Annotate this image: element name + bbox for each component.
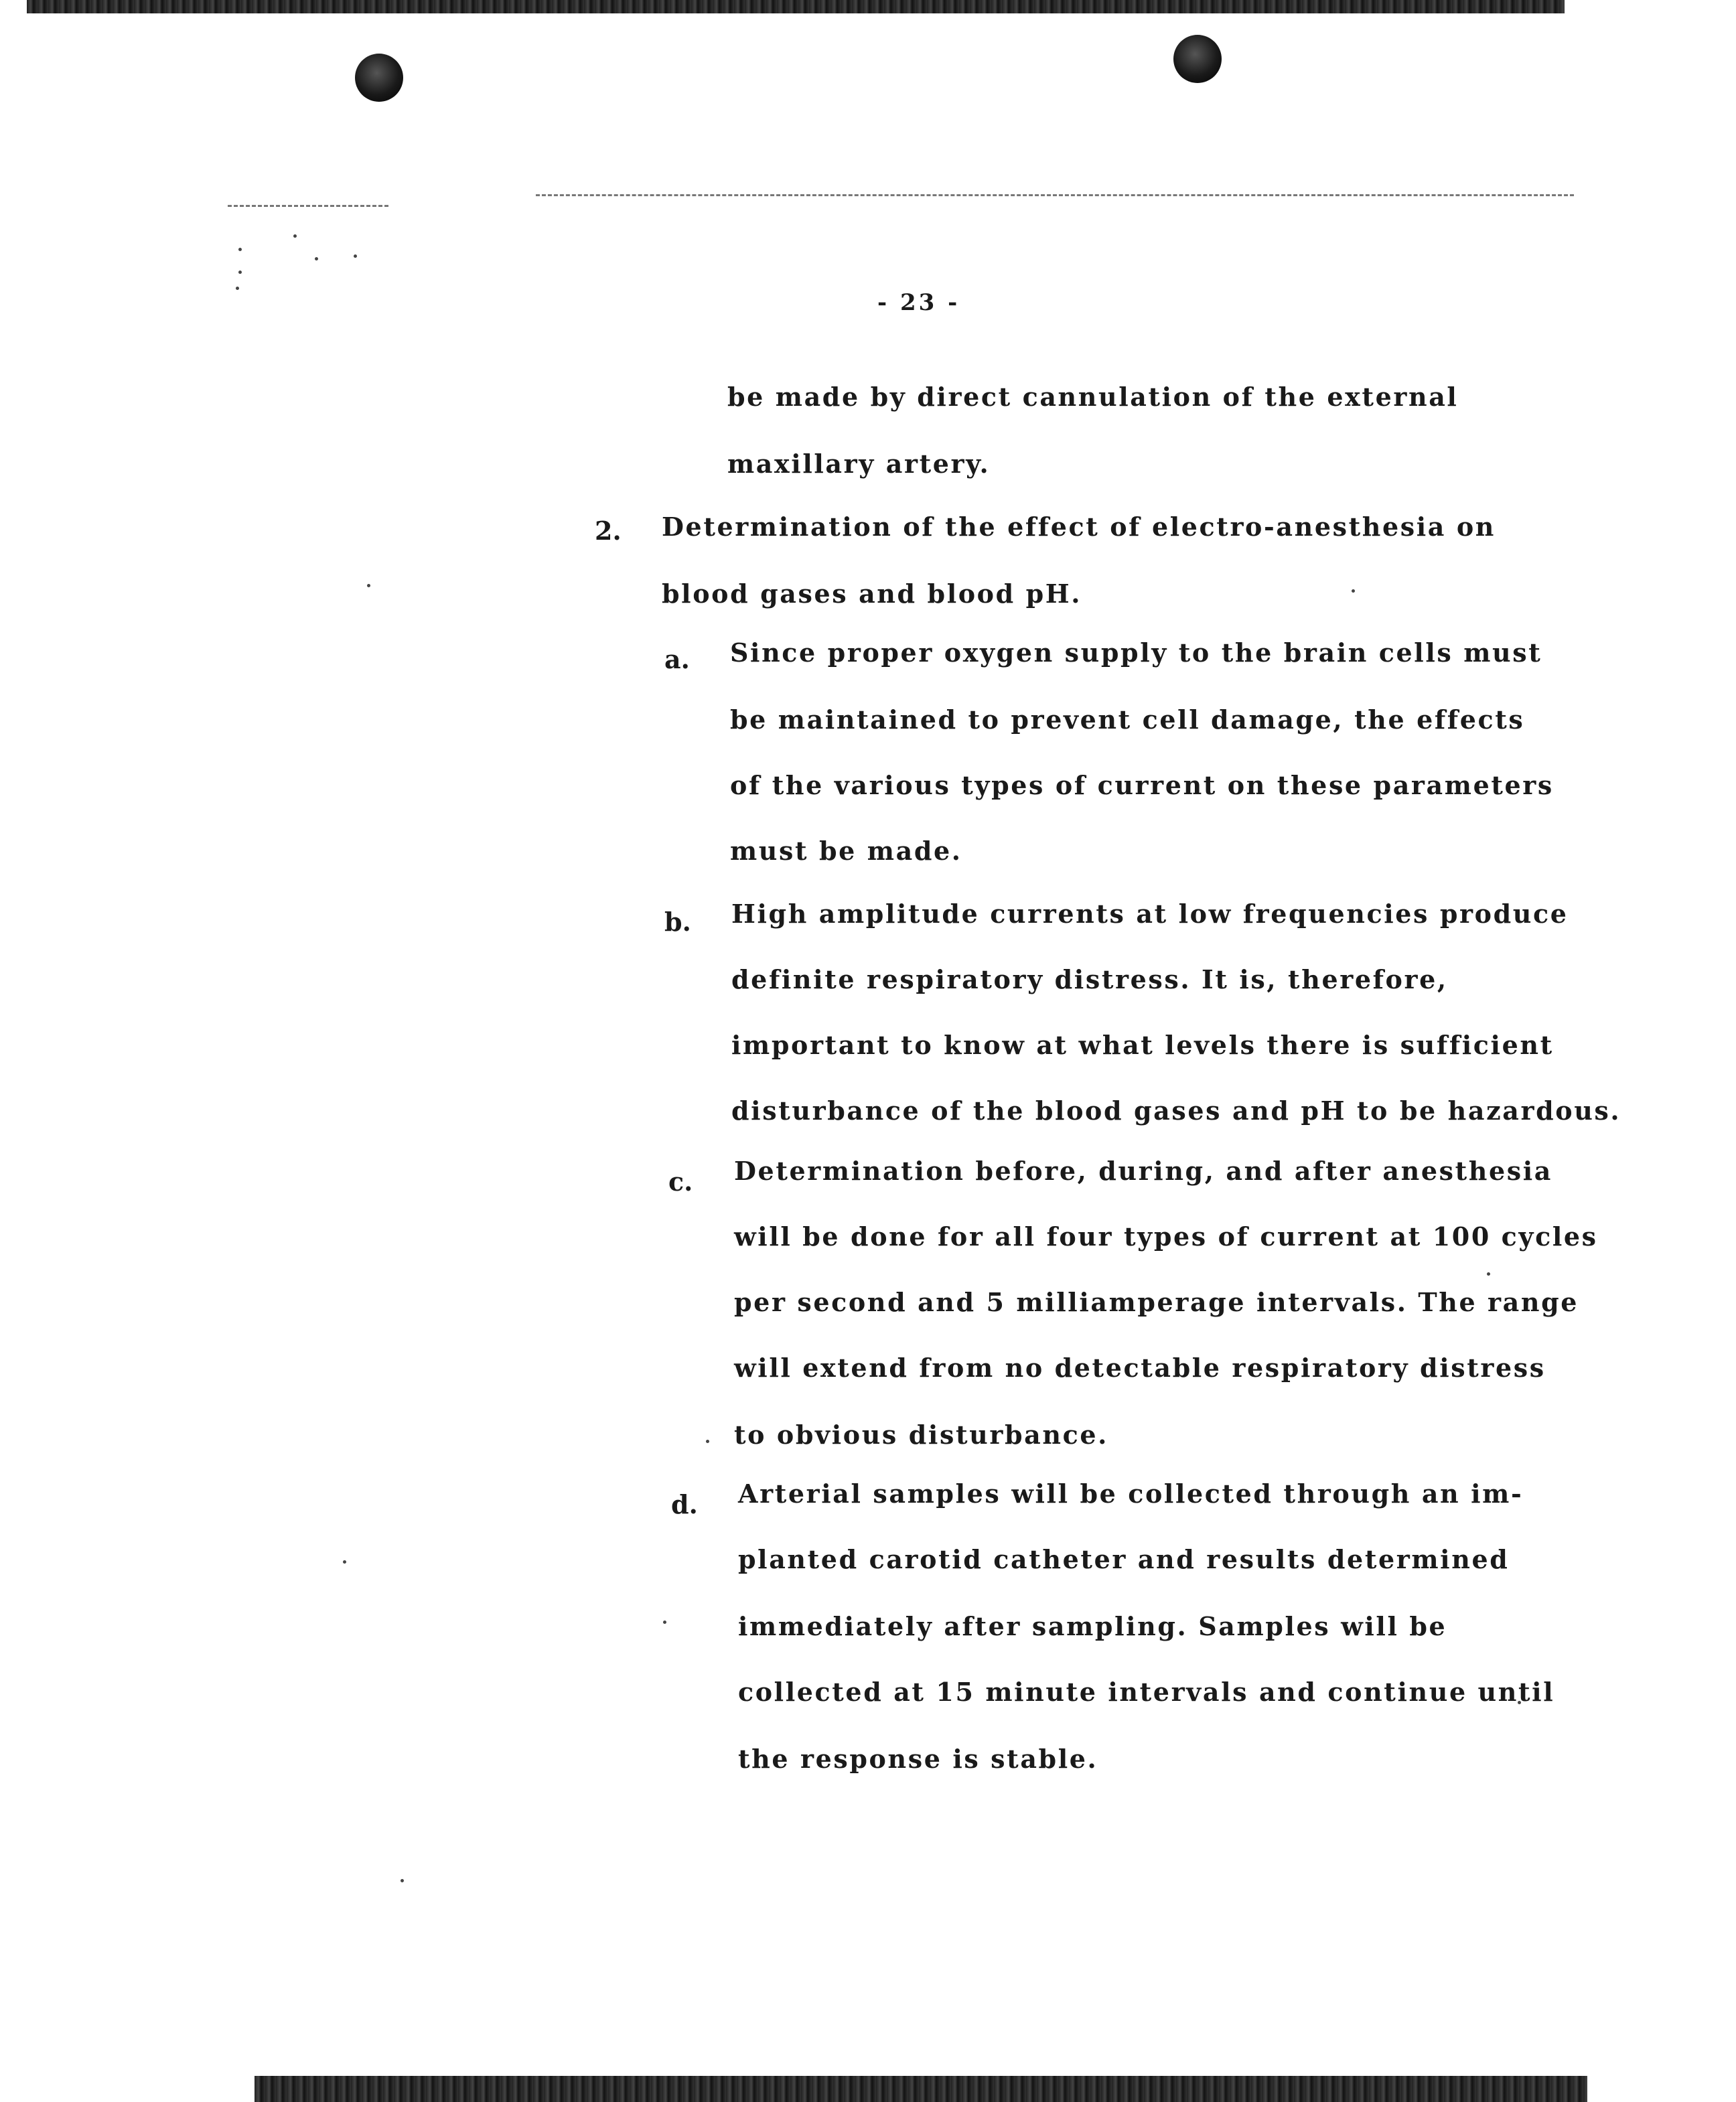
scan-speck — [1352, 589, 1355, 593]
item-d-line: immediately after sampling. Samples will be — [738, 1611, 1447, 1641]
scan-dash-line-right — [536, 194, 1574, 196]
item-c-line: to obvious disturbance. — [734, 1420, 1108, 1450]
item-a-line: Since proper oxygen supply to the brain cells must — [730, 637, 1542, 668]
page-number: - 23 - — [877, 289, 960, 316]
scan-speck — [236, 287, 239, 290]
item-marker-c: c. — [668, 1167, 693, 1197]
scan-border-top — [27, 0, 1565, 13]
section-heading-line: blood gases and blood pH. — [662, 579, 1082, 609]
scan-dash-line-left — [228, 205, 388, 207]
item-b-line: High amplitude currents at low frequencies produce — [731, 899, 1569, 929]
scan-speck — [315, 257, 318, 260]
item-a-line: be maintained to prevent cell damage, the effects — [730, 704, 1525, 735]
intro-line: maxillary artery. — [727, 449, 991, 479]
scan-speck — [238, 271, 242, 274]
scan-speck — [706, 1440, 709, 1443]
item-b-line: disturbance of the blood gases and pH to be hazardous. — [731, 1096, 1621, 1126]
scan-speck — [663, 1621, 666, 1624]
item-b-line: definite respiratory distress. It is, therefore, — [731, 964, 1448, 994]
scan-speck — [238, 248, 242, 251]
item-d-line: collected at 15 minute intervals and continue until — [738, 1677, 1555, 1707]
intro-line: be made by direct cannulation of the external — [727, 382, 1459, 412]
item-a-line: must be made. — [730, 836, 962, 866]
item-d-line: the response is stable. — [738, 1744, 1098, 1774]
scan-speck — [354, 254, 357, 258]
scan-speck — [1487, 1272, 1490, 1276]
scan-border-bottom — [255, 2076, 1587, 2102]
item-marker-d: d. — [671, 1489, 698, 1519]
item-marker-a: a. — [664, 644, 690, 674]
punch-hole-right — [1173, 35, 1222, 83]
item-d-line: Arterial samples will be collected through an im- — [738, 1479, 1524, 1509]
item-a-line: of the various types of current on these parameters — [730, 770, 1554, 800]
scan-speck — [367, 584, 370, 587]
item-d-line: planted carotid catheter and results determined — [738, 1544, 1510, 1574]
item-c-line: will be done for all four types of current at 100 cycles — [734, 1221, 1598, 1252]
punch-hole-left — [355, 54, 403, 102]
item-marker-b: b. — [664, 907, 691, 937]
scan-speck — [401, 1879, 404, 1882]
section-number: 2. — [595, 516, 622, 546]
scan-speck — [343, 1560, 346, 1564]
item-c-line: will extend from no detectable respiratory distress — [734, 1353, 1546, 1383]
item-c-line: Determination before, during, and after anesthesia — [734, 1156, 1552, 1186]
item-c-line: per second and 5 milliamperage intervals. The range — [734, 1287, 1579, 1317]
scan-speck — [293, 234, 297, 238]
section-heading-line: Determination of the effect of electro-anesthesia on — [662, 512, 1496, 542]
item-b-line: important to know at what levels there is sufficient — [731, 1030, 1554, 1060]
